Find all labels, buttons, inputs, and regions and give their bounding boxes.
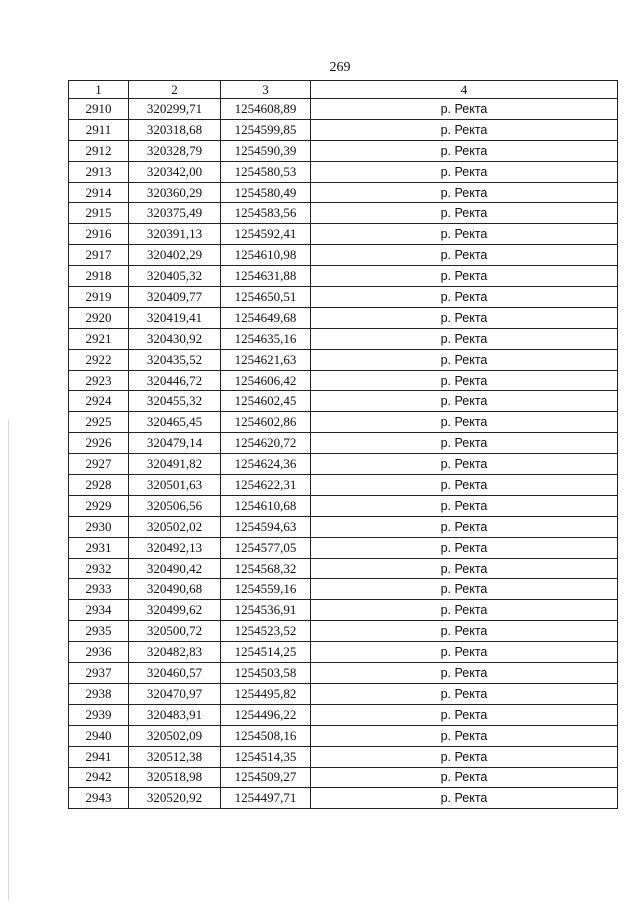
y-coordinate-cell: 1254624,36: [221, 454, 311, 475]
table-row: [69, 99, 618, 120]
x-coordinate-cell: 320482,83: [129, 642, 221, 663]
point-number-cell: 2920: [69, 307, 129, 328]
y-coordinate-cell: 1254606,42: [221, 370, 311, 391]
y-coordinate-cell: 1254649,68: [221, 307, 311, 328]
table-row: [69, 767, 618, 788]
y-coordinate-cell: 1254508,16: [221, 725, 311, 746]
point-number-cell: 2913: [69, 161, 129, 182]
y-coordinate-cell: 1254622,31: [221, 475, 311, 496]
table-body: [69, 99, 618, 809]
x-coordinate-cell: 320299,71: [129, 99, 221, 120]
y-coordinate-cell: 1254496,22: [221, 704, 311, 725]
x-coordinate-cell: 320483,91: [129, 704, 221, 725]
point-number-cell: 2930: [69, 516, 129, 537]
point-number-cell: 2931: [69, 537, 129, 558]
table-row: [69, 516, 618, 537]
table-row: [69, 642, 618, 663]
description-cell: р. Ректа: [311, 454, 618, 475]
x-coordinate-cell: 320502,02: [129, 516, 221, 537]
x-coordinate-cell: 320500,72: [129, 621, 221, 642]
table-row: [69, 307, 618, 328]
scan-margin-line: [8, 420, 9, 900]
y-coordinate-cell: 1254631,88: [221, 266, 311, 287]
table-row: [69, 245, 618, 266]
table-row: [69, 161, 618, 182]
point-number-cell: 2910: [69, 99, 129, 120]
description-cell: р. Ректа: [311, 119, 618, 140]
point-number-cell: 2939: [69, 704, 129, 725]
table-row: [69, 287, 618, 308]
header-col-3: 3: [221, 81, 311, 99]
header-row: [69, 81, 618, 99]
x-coordinate-cell: 320470,97: [129, 683, 221, 704]
table-row: [69, 725, 618, 746]
point-number-cell: 2919: [69, 287, 129, 308]
y-coordinate-cell: 1254620,72: [221, 433, 311, 454]
point-number-cell: 2940: [69, 725, 129, 746]
table-row: [69, 349, 618, 370]
description-cell: р. Ректа: [311, 475, 618, 496]
x-coordinate-cell: 320318,68: [129, 119, 221, 140]
y-coordinate-cell: 1254536,91: [221, 600, 311, 621]
x-coordinate-cell: 320520,92: [129, 788, 221, 809]
x-coordinate-cell: 320499,62: [129, 600, 221, 621]
description-cell: р. Ректа: [311, 412, 618, 433]
x-coordinate-cell: 320360,29: [129, 182, 221, 203]
x-coordinate-cell: 320446,72: [129, 370, 221, 391]
point-number-cell: 2934: [69, 600, 129, 621]
description-cell: р. Ректа: [311, 307, 618, 328]
y-coordinate-cell: 1254514,25: [221, 642, 311, 663]
y-coordinate-cell: 1254523,52: [221, 621, 311, 642]
y-coordinate-cell: 1254580,53: [221, 161, 311, 182]
point-number-cell: 2922: [69, 349, 129, 370]
description-cell: р. Ректа: [311, 537, 618, 558]
point-number-cell: 2943: [69, 788, 129, 809]
description-cell: р. Ректа: [311, 683, 618, 704]
x-coordinate-cell: 320402,29: [129, 245, 221, 266]
table-row: [69, 746, 618, 767]
point-number-cell: 2936: [69, 642, 129, 663]
table-row: [69, 579, 618, 600]
table-header: [69, 81, 618, 99]
point-number-cell: 2941: [69, 746, 129, 767]
table-row: [69, 600, 618, 621]
table-row: [69, 266, 618, 287]
point-number-cell: 2917: [69, 245, 129, 266]
x-coordinate-cell: 320479,14: [129, 433, 221, 454]
point-number-cell: 2928: [69, 475, 129, 496]
table-row: [69, 433, 618, 454]
point-number-cell: 2933: [69, 579, 129, 600]
x-coordinate-cell: 320491,82: [129, 454, 221, 475]
y-coordinate-cell: 1254503,58: [221, 663, 311, 684]
table-row: [69, 203, 618, 224]
y-coordinate-cell: 1254592,41: [221, 224, 311, 245]
x-coordinate-cell: 320409,77: [129, 287, 221, 308]
table-row: [69, 558, 618, 579]
x-coordinate-cell: 320342,00: [129, 161, 221, 182]
table-row: [69, 704, 618, 725]
point-number-cell: 2912: [69, 140, 129, 161]
y-coordinate-cell: 1254602,86: [221, 412, 311, 433]
description-cell: р. Ректа: [311, 287, 618, 308]
description-cell: р. Ректа: [311, 642, 618, 663]
x-coordinate-cell: 320501,63: [129, 475, 221, 496]
description-cell: р. Ректа: [311, 433, 618, 454]
y-coordinate-cell: 1254580,49: [221, 182, 311, 203]
table-row: [69, 454, 618, 475]
description-cell: р. Ректа: [311, 328, 618, 349]
table-row: [69, 537, 618, 558]
y-coordinate-cell: 1254509,27: [221, 767, 311, 788]
point-number-cell: 2927: [69, 454, 129, 475]
x-coordinate-cell: 320518,98: [129, 767, 221, 788]
point-number-cell: 2935: [69, 621, 129, 642]
y-coordinate-cell: 1254583,56: [221, 203, 311, 224]
table-row: [69, 495, 618, 516]
description-cell: р. Ректа: [311, 663, 618, 684]
table-row: [69, 370, 618, 391]
point-number-cell: 2926: [69, 433, 129, 454]
x-coordinate-cell: 320460,57: [129, 663, 221, 684]
table-row: [69, 475, 618, 496]
x-coordinate-cell: 320455,32: [129, 391, 221, 412]
y-coordinate-cell: 1254497,71: [221, 788, 311, 809]
y-coordinate-cell: 1254635,16: [221, 328, 311, 349]
y-coordinate-cell: 1254495,82: [221, 683, 311, 704]
x-coordinate-cell: 320405,32: [129, 266, 221, 287]
table-row: [69, 683, 618, 704]
description-cell: р. Ректа: [311, 558, 618, 579]
x-coordinate-cell: 320502,09: [129, 725, 221, 746]
point-number-cell: 2916: [69, 224, 129, 245]
description-cell: р. Ректа: [311, 516, 618, 537]
point-number-cell: 2915: [69, 203, 129, 224]
description-cell: р. Ректа: [311, 140, 618, 161]
description-cell: р. Ректа: [311, 245, 618, 266]
point-number-cell: 2923: [69, 370, 129, 391]
y-coordinate-cell: 1254621,63: [221, 349, 311, 370]
point-number-cell: 2932: [69, 558, 129, 579]
x-coordinate-cell: 320490,42: [129, 558, 221, 579]
description-cell: р. Ректа: [311, 788, 618, 809]
point-number-cell: 2938: [69, 683, 129, 704]
description-cell: р. Ректа: [311, 391, 618, 412]
x-coordinate-cell: 320391,13: [129, 224, 221, 245]
y-coordinate-cell: 1254594,63: [221, 516, 311, 537]
y-coordinate-cell: 1254602,45: [221, 391, 311, 412]
description-cell: р. Ректа: [311, 621, 618, 642]
table-row: [69, 328, 618, 349]
header-col-4: 4: [311, 81, 618, 99]
table-row: [69, 788, 618, 809]
description-cell: р. Ректа: [311, 725, 618, 746]
header-col-1: 1: [69, 81, 129, 99]
x-coordinate-cell: 320328,79: [129, 140, 221, 161]
coordinates-table: [68, 80, 618, 809]
point-number-cell: 2929: [69, 495, 129, 516]
description-cell: р. Ректа: [311, 746, 618, 767]
x-coordinate-cell: 320506,56: [129, 495, 221, 516]
point-number-cell: 2942: [69, 767, 129, 788]
header-col-2: 2: [129, 81, 221, 99]
description-cell: р. Ректа: [311, 266, 618, 287]
point-number-cell: 2911: [69, 119, 129, 140]
point-number-cell: 2921: [69, 328, 129, 349]
table-row: [69, 412, 618, 433]
point-number-cell: 2937: [69, 663, 129, 684]
description-cell: р. Ректа: [311, 182, 618, 203]
y-coordinate-cell: 1254599,85: [221, 119, 311, 140]
x-coordinate-cell: 320435,52: [129, 349, 221, 370]
y-coordinate-cell: 1254577,05: [221, 537, 311, 558]
x-coordinate-cell: 320492,13: [129, 537, 221, 558]
description-cell: р. Ректа: [311, 579, 618, 600]
description-cell: р. Ректа: [311, 161, 618, 182]
y-coordinate-cell: 1254559,16: [221, 579, 311, 600]
point-number-cell: 2918: [69, 266, 129, 287]
y-coordinate-cell: 1254514,35: [221, 746, 311, 767]
y-coordinate-cell: 1254568,32: [221, 558, 311, 579]
description-cell: р. Ректа: [311, 704, 618, 725]
table-row: [69, 663, 618, 684]
table-row: [69, 140, 618, 161]
x-coordinate-cell: 320490,68: [129, 579, 221, 600]
point-number-cell: 2924: [69, 391, 129, 412]
description-cell: р. Ректа: [311, 349, 618, 370]
table-row: [69, 391, 618, 412]
description-cell: р. Ректа: [311, 600, 618, 621]
x-coordinate-cell: 320375,49: [129, 203, 221, 224]
y-coordinate-cell: 1254610,98: [221, 245, 311, 266]
table-row: [69, 182, 618, 203]
point-number-cell: 2914: [69, 182, 129, 203]
table-row: [69, 621, 618, 642]
y-coordinate-cell: 1254650,51: [221, 287, 311, 308]
point-number-cell: 2925: [69, 412, 129, 433]
description-cell: р. Ректа: [311, 370, 618, 391]
x-coordinate-cell: 320430,92: [129, 328, 221, 349]
x-coordinate-cell: 320419,41: [129, 307, 221, 328]
y-coordinate-cell: 1254608,89: [221, 99, 311, 120]
x-coordinate-cell: 320512,38: [129, 746, 221, 767]
table-row: [69, 224, 618, 245]
table-row: [69, 119, 618, 140]
description-cell: р. Ректа: [311, 224, 618, 245]
description-cell: р. Ректа: [311, 767, 618, 788]
description-cell: р. Ректа: [311, 99, 618, 120]
y-coordinate-cell: 1254590,39: [221, 140, 311, 161]
x-coordinate-cell: 320465,45: [129, 412, 221, 433]
page-number: 269: [329, 60, 351, 75]
y-coordinate-cell: 1254610,68: [221, 495, 311, 516]
description-cell: р. Ректа: [311, 203, 618, 224]
description-cell: р. Ректа: [311, 495, 618, 516]
